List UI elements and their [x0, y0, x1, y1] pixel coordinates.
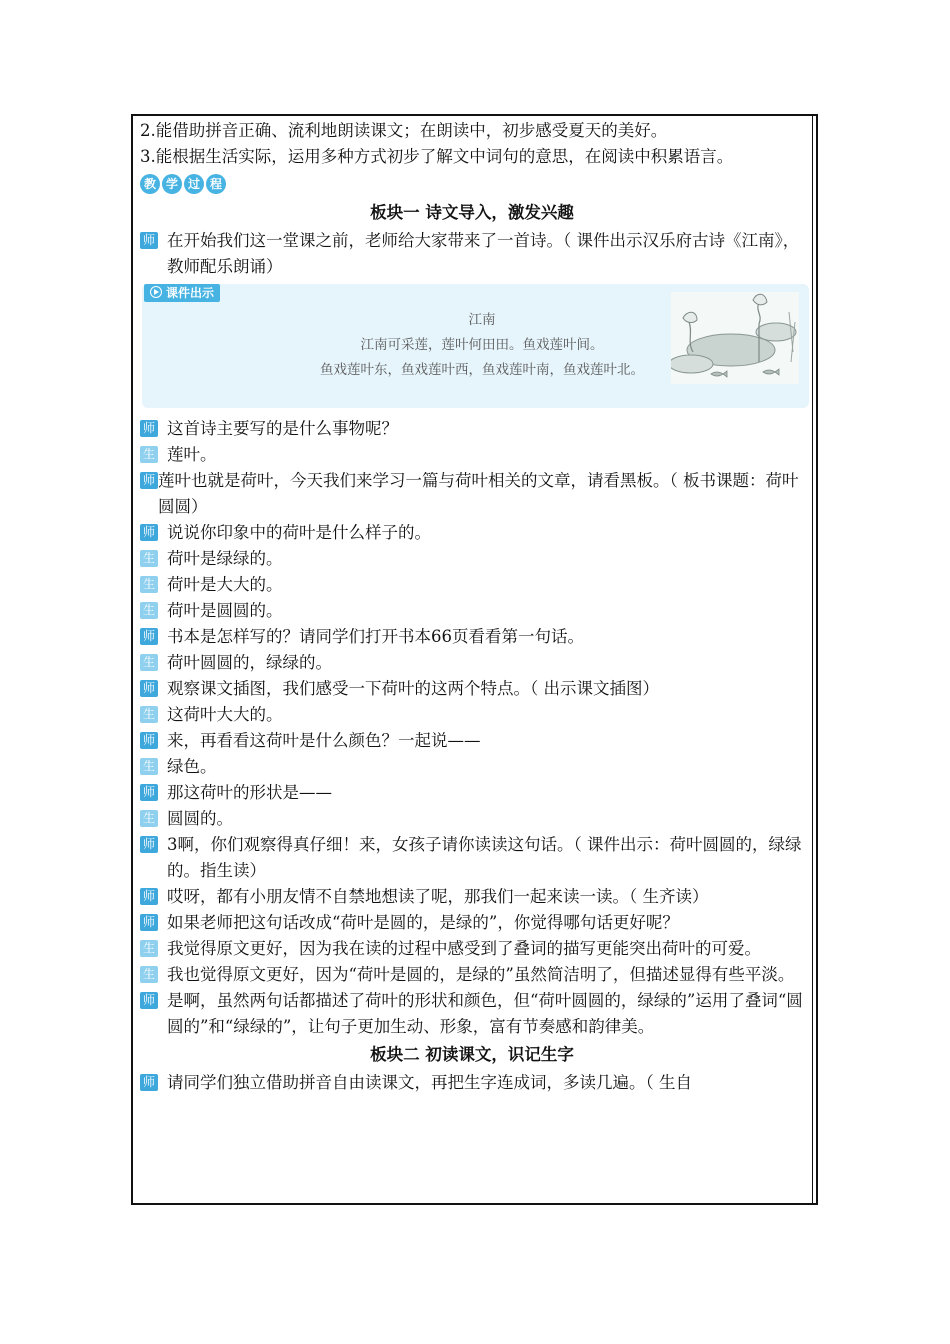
dialogue-teacher: [140, 910, 804, 936]
teacher-tag: 师: [140, 232, 158, 249]
dialogue-text: 这荷叶大大的。: [167, 705, 283, 724]
dialogue-text: 绿色。: [167, 757, 217, 776]
teacher-tag: 师: [140, 732, 158, 749]
student-tag: 生: [140, 550, 158, 567]
badge-char: 过: [184, 174, 204, 194]
dialogue-teacher: [140, 1070, 804, 1096]
dialogue-teacher: [140, 228, 804, 280]
student-tag: 生: [140, 940, 158, 957]
dialogue-teacher: [140, 728, 804, 754]
dialogue-student: [140, 806, 804, 832]
dialogue-student: [140, 650, 804, 676]
student-tag: 生: [140, 602, 158, 619]
poem-title: 江南: [468, 312, 496, 328]
section-2-title: 板块二 初读课文，识记生字: [370, 1045, 574, 1064]
student-tag: 生: [140, 654, 158, 671]
badge-char: 学: [162, 174, 182, 194]
teacher-tag: 师: [140, 628, 158, 645]
frame-divider: [812, 114, 813, 1205]
teacher-tag: 师: [140, 914, 158, 931]
dialogue-text: 那这荷叶的形状是——: [167, 783, 332, 802]
dialogue-text: 莲叶。: [167, 445, 217, 464]
teacher-tag: 师: [140, 472, 158, 489]
dialogue-text: 哎呀，都有小朋友情不自禁地想读了呢，那我们一起来读一读。（ 生齐读）: [167, 887, 709, 906]
teacher-tag: 师: [140, 1074, 158, 1091]
dialogue-student: [140, 962, 804, 988]
teacher-tag: 师: [140, 992, 158, 1009]
dialogue-text: 如果老师把这句话改成“荷叶是圆的，是绿的”，你觉得哪句话更好呢？: [167, 913, 679, 932]
objective-3: 3.能根据生活实际，运用多种方式初步了解文中词句的意思，在阅读中积累语言。: [140, 147, 734, 166]
dialogue-teacher: [140, 884, 804, 910]
dialogue-text: 说说你印象中的荷叶是什么样子的。: [167, 523, 431, 542]
dialogue-student: [140, 702, 804, 728]
teacher-tag: 师: [140, 836, 158, 853]
dialogue-teacher: [140, 416, 804, 442]
poem-line: 江南可采莲，莲叶何田田。鱼戏莲叶间。: [360, 337, 604, 353]
dialogue-text: 这首诗主要写的是什么事物呢？: [167, 419, 398, 438]
badge-char: 程: [206, 174, 226, 194]
dialogue-student: [140, 572, 804, 598]
student-tag: 生: [140, 966, 158, 983]
badge-char: 教: [140, 174, 160, 194]
student-tag: 生: [140, 810, 158, 827]
lotus-illustration-icon: [671, 292, 799, 384]
dialogue-student: [140, 442, 804, 468]
teacher-tag: 师: [140, 784, 158, 801]
dialogue-text: 在开始我们这一堂课之前，老师给大家带来了一首诗。（ 课件出示汉乐府古诗《江南》，教师配乐朗诵）: [167, 231, 800, 276]
dialogue-student: [140, 936, 804, 962]
dialogue-teacher: [140, 780, 804, 806]
poem-line: 鱼戏莲叶东，鱼戏莲叶西，鱼戏莲叶南，鱼戏莲叶北。: [320, 362, 644, 378]
dialogue-text: 我觉得原文更好，因为我在读的过程中感受到了叠词的描写更能突出荷叶的可爱。: [167, 939, 761, 958]
section-1-title: 板块一 诗文导入，激发兴趣: [370, 203, 574, 222]
student-tag: 生: [140, 446, 158, 463]
courseware-label: [144, 284, 220, 302]
lesson-content: [140, 118, 804, 1096]
dialogue-student: [140, 598, 804, 624]
dialogue-text: 荷叶是圆圆的。: [167, 601, 283, 620]
play-icon: [150, 286, 162, 298]
student-tag: 生: [140, 706, 158, 723]
dialogue-text: 观察课文插图，我们感受一下荷叶的这两个特点。（ 出示课文插图）: [167, 679, 659, 698]
dialogue-text: 荷叶是大大的。: [167, 575, 283, 594]
dialogue-text: 来，再看看这荷叶是什么颜色？一起说——: [167, 731, 481, 750]
dialogue-text: 请同学们独立借助拼音自由读课文，再把生字连成词，多读几遍。（ 生自: [167, 1073, 692, 1092]
student-tag: 生: [140, 758, 158, 775]
courseware-panel: [142, 284, 809, 408]
dialogue-teacher: [140, 468, 804, 520]
dialogue-student: [140, 546, 804, 572]
teacher-tag: 师: [140, 680, 158, 697]
teacher-tag: 师: [140, 420, 158, 437]
objective-2: 2.能借助拼音正确、流利地朗读课文；在朗读中，初步感受夏天的美好。: [140, 121, 668, 140]
courseware-label-text: 课件出示: [166, 286, 215, 300]
teacher-tag: 师: [140, 524, 158, 541]
dialogue-text: 书本是怎样写的？请同学们打开书本66页看看第一句话。: [167, 627, 584, 646]
dialogue-teacher: [140, 624, 804, 650]
dialogue-text: 荷叶圆圆的，绿绿的。: [167, 653, 332, 672]
dialogue-text: 3啊，你们观察得真仔细！来，女孩子请你读读这句话。（ 课件出示：荷叶圆圆的，绿绿的。指生读）: [167, 835, 802, 880]
dialogue-text: 荷叶是绿绿的。: [167, 549, 283, 568]
dialogue-teacher: [140, 988, 804, 1040]
dialogue-text: 圆圆的。: [167, 809, 233, 828]
poem: [297, 308, 667, 383]
dialogue-text: 是啊，虽然两句话都描述了荷叶的形状和颜色，但“荷叶圆圆的，绿绿的”运用了叠词“圆圆的”和“绿绿的”，让句子更加生动、形象，富有节奏感和韵律美。: [167, 991, 803, 1036]
student-tag: 生: [140, 576, 158, 593]
dialogue-teacher: [140, 676, 804, 702]
teaching-process-badge: [140, 174, 226, 194]
teacher-tag: 师: [140, 888, 158, 905]
dialogue-teacher: [140, 832, 804, 884]
dialogue-student: [140, 754, 804, 780]
dialogue-teacher: [140, 520, 804, 546]
dialogue-text: 莲叶也就是荷叶，今天我们来学习一篇与荷叶相关的文章，请看黑板。（ 板书课题：荷叶圆圆）: [158, 471, 799, 516]
dialogue-text: 我也觉得原文更好，因为“荷叶是圆的，是绿的”虽然简洁明了，但描述显得有些平淡。: [167, 965, 795, 984]
